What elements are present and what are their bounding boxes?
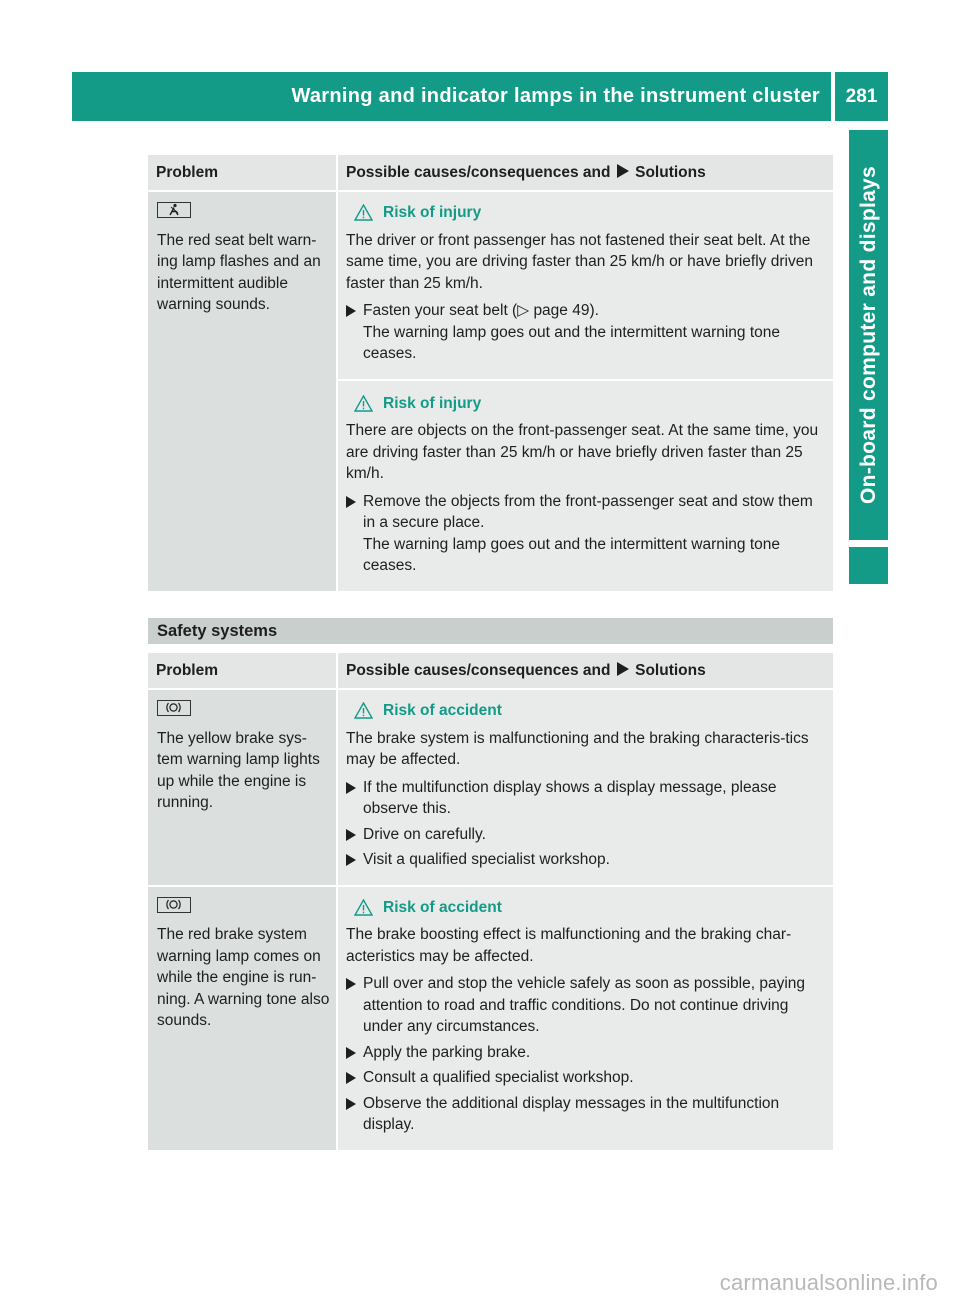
solutions-header-text: Possible causes/consequences and: [346, 163, 611, 181]
seat-belt-warning-lamp-icon: [157, 202, 191, 218]
brake-warning-lamp-icon: [157, 897, 191, 913]
solution-step: [346, 849, 827, 871]
column-header-solutions: [336, 155, 833, 192]
warning-label: Risk of injury: [383, 394, 482, 412]
warning-triangle-icon: [354, 702, 373, 719]
warning-line: [354, 202, 827, 224]
page-number-text: 281: [845, 85, 878, 107]
side-tab-label: On-board computer and displays: [856, 165, 880, 505]
step-result: The warning lamp goes out and the intermittent warning tone ceases.: [363, 323, 781, 362]
step-arrow-icon: [346, 1072, 356, 1084]
header-title: Warning and indicator lamps in the instrument cluster: [291, 85, 820, 107]
step-arrow-icon: [346, 978, 356, 990]
problem-text: The red brake system warning lamp comes on while the engine is run-ning. A warning tone also sounds.: [157, 926, 330, 1029]
warning-label: Risk of accident: [383, 898, 502, 916]
step-arrow-icon: [346, 854, 356, 866]
step-action: If the multifunction display shows a display message, please observe this.: [363, 778, 777, 817]
solution-step: [346, 1093, 827, 1136]
warning-line: [354, 393, 827, 415]
problem-text: The yellow brake sys-tem warning lamp lights up while the engine is running.: [157, 729, 320, 811]
cause-text: The driver or front passenger has not fastened their seat belt. At the same time, you are driving faster than 25 km/h or have briefly driven faster than 25 km/h.: [346, 231, 813, 292]
solution-step: [346, 300, 827, 365]
solution-arrow-icon: [617, 662, 629, 676]
solution-cell: [336, 690, 833, 887]
step-arrow-icon: [346, 1047, 356, 1059]
section-title: Safety systems: [148, 618, 833, 644]
warning-line: [354, 700, 827, 722]
solution-step: [346, 1042, 827, 1064]
problem-cell: [148, 192, 336, 593]
cause-text: The brake system is malfunctioning and the braking characteris-tics may be affected.: [346, 729, 809, 768]
solutions-header-text-2: Solutions: [635, 163, 706, 181]
column-header-problem: Problem: [148, 653, 336, 690]
warning-triangle-icon: [354, 204, 373, 221]
solution-step: [346, 1067, 827, 1089]
solution-cell: [336, 381, 833, 593]
solution-cell: [336, 192, 833, 381]
step-arrow-icon: [346, 1098, 356, 1110]
step-arrow-icon: [346, 782, 356, 794]
solution-step: [346, 824, 827, 846]
brake-warning-lamp-icon: [157, 700, 191, 716]
side-tab-square: [849, 547, 888, 584]
problem-cell: [148, 887, 336, 1152]
step-action: Fasten your seat belt (▷ page 49).: [363, 302, 599, 319]
column-header-solutions: [336, 653, 833, 690]
seat-belt-table: [148, 155, 833, 593]
page-header: [72, 72, 831, 121]
step-result: The warning lamp goes out and the intermittent warning tone ceases.: [363, 535, 781, 574]
problem-cell: [148, 690, 336, 887]
warning-line: [354, 897, 827, 919]
cause-text: There are objects on the front-passenger seat. At the same time, you are driving faster than 25 km/h or have briefly driven faster than 25 km/h.: [346, 422, 819, 482]
step-action: Drive on carefully.: [363, 825, 486, 843]
safety-systems-table: [148, 653, 833, 1152]
step-arrow-icon: [346, 829, 356, 841]
warning-label: Risk of injury: [383, 204, 482, 221]
step-action: Visit a qualified specialist workshop.: [363, 851, 610, 868]
step-arrow-icon: [346, 305, 356, 317]
step-action: Pull over and stop the vehicle safely as soon as possible, paying attention to road and traffic conditions. Do not continue driving under any circumstances.: [363, 975, 806, 1035]
step-action: Consult a qualified specialist workshop.: [363, 1069, 634, 1086]
warning-triangle-icon: [354, 395, 373, 412]
solution-arrow-icon: [617, 164, 629, 178]
step-action: Remove the objects from the front-passenger seat and stow them in a secure place.: [363, 492, 813, 531]
solutions-header-text-2: Solutions: [635, 661, 706, 679]
solution-step: [346, 973, 827, 1038]
side-tab: [849, 130, 888, 540]
step-action: Observe the additional display messages in the multifunction display.: [363, 1094, 780, 1133]
watermark: carmanualsonline.info: [719, 1270, 938, 1295]
solution-cell: [336, 887, 833, 1152]
step-arrow-icon: [346, 496, 356, 508]
warning-label: Risk of accident: [383, 702, 502, 719]
solution-step: [346, 491, 827, 577]
cause-text: The brake boosting effect is malfunctioning and the braking char-acteristics may be affected.: [346, 926, 792, 965]
step-action: Apply the parking brake.: [363, 1043, 531, 1061]
column-header-problem: Problem: [148, 155, 336, 192]
solutions-header-text: Possible causes/consequences and: [346, 661, 611, 679]
problem-text: The red seat belt warn-ing lamp flashes and an intermittent audible warning sounds.: [157, 231, 321, 313]
solution-step: [346, 777, 827, 820]
page-number: [835, 72, 888, 121]
warning-triangle-icon: [354, 899, 373, 916]
